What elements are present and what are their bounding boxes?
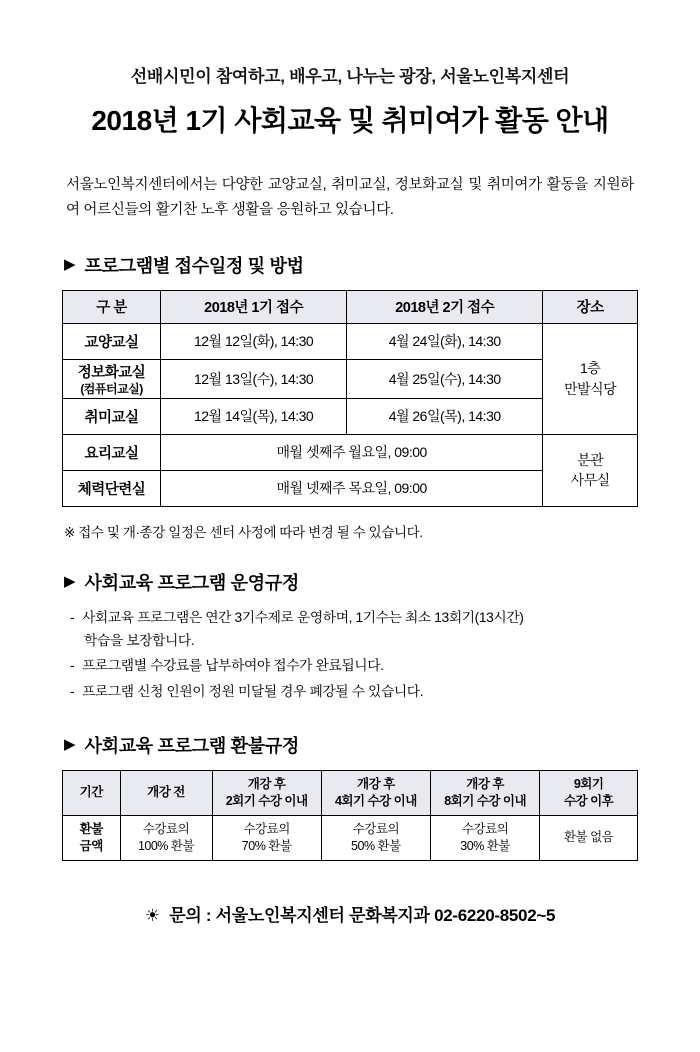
contact-line: [62, 901, 638, 926]
rule-text: 프로그램 신청 인원이 정원 미달될 경우 폐강될 수 있습니다.: [82, 684, 424, 699]
section-heading-refund-label: 사회교육 프로그램 환불규정: [84, 735, 300, 756]
col-header-within-4-l1: 개강 후: [357, 776, 395, 791]
row-label-main: 정보화교실: [77, 364, 146, 381]
place-line2: 사무실: [570, 472, 610, 489]
refund-table: [62, 770, 638, 861]
table-row: [63, 434, 638, 470]
rule-text: 프로그램별 수강료를 납부하여야 접수가 완료됩니다.: [82, 658, 384, 674]
schedule-note: ※ 접수 및 개·종강 일정은 센터 사정에 따라 변경 될 수 있습니다.: [64, 524, 423, 540]
col-header-within-8-l2: 8회기 수강 이내: [444, 793, 527, 808]
col-header-within-2-l2: 2회기 수강 이내: [225, 793, 308, 808]
refund-cell-after-9: [540, 815, 638, 860]
table-header-row: [63, 770, 638, 815]
col-header-term1: 2018년 1기 접수: [161, 290, 347, 323]
section-heading-rules: [62, 569, 638, 595]
table-row: [63, 323, 638, 359]
contact-text: 문의 : 서울노인복지센터 문화복지과 02-6220-8502~5: [169, 905, 556, 925]
place-line1: 1층: [579, 360, 601, 377]
table-header-row: [63, 290, 638, 323]
refund-cell-l2: 70% 환불: [241, 838, 292, 853]
sun-icon: ☀: [144, 905, 160, 925]
col-header-after-9: [540, 770, 638, 815]
triangle-bullet-icon: ▶: [64, 736, 76, 754]
row-term1: 12월 12일(화), 14:30: [161, 323, 347, 359]
list-item: [68, 655, 638, 678]
schedule-table: [62, 290, 638, 507]
col-header-period: [63, 770, 121, 815]
col-header-period-l1: 기간: [79, 785, 103, 800]
row-label: 교양교실: [63, 323, 161, 359]
refund-cell-within-2: [212, 815, 321, 860]
col-header-within-8: [431, 770, 540, 815]
col-header-before-open: [120, 770, 212, 815]
refund-cell-within-4: [321, 815, 430, 860]
col-header-within-4-l2: 4회기 수강 이내: [334, 793, 417, 808]
document-page: [0, 62, 700, 1052]
row-term1: 12월 14일(목), 14:30: [161, 398, 347, 434]
col-header-before-open-l1: 개강 전: [147, 785, 185, 800]
refund-cell-l2: 30% 환불: [460, 838, 510, 853]
place-line2: 만발식당: [564, 380, 617, 397]
rules-list: [62, 607, 638, 704]
triangle-bullet-icon: ▶: [64, 256, 76, 274]
list-item: [68, 681, 638, 704]
rule-text: 사회교육 프로그램은 연간 3기수제로 운영하며, 1기수는 최소 13회기(13시간): [82, 609, 524, 625]
page-title: 2018년 1기 사회교육 및 취미여가 활동 안내: [91, 105, 609, 136]
row-term2: 4월 26일(목), 14:30: [347, 398, 543, 434]
row-label: [63, 359, 161, 398]
row-header-refund-amount: [63, 815, 121, 860]
table-row: [63, 815, 638, 860]
refund-cell-l1: 수강료의: [243, 821, 290, 836]
row-label: 체력단련실: [63, 470, 161, 506]
row-term1: 12월 13일(수), 14:30: [161, 359, 347, 398]
row-schedule-merged: 매월 넷째주 목요일, 09:00: [161, 470, 543, 506]
triangle-bullet-icon: ▶: [64, 573, 76, 591]
row-label-sub: (컴퓨터교실): [80, 381, 143, 396]
col-header-after-9-l1: 9회기: [573, 776, 604, 791]
refund-cell-l2: 50% 환불: [351, 838, 401, 853]
row-label: 취미교실: [63, 398, 161, 434]
col-header-division: 구 분: [63, 290, 161, 323]
place-cell-bottom: [543, 434, 638, 506]
row-label: 요리교실: [63, 434, 161, 470]
refund-cell-l1: 수강료의: [352, 821, 400, 836]
refund-cell-l1: 환불 없음: [563, 830, 614, 845]
row-header-l1: 환불: [79, 821, 103, 836]
row-header-l2: 금액: [79, 838, 103, 853]
section-heading-refund: [62, 732, 638, 758]
refund-cell-l1: 수강료의: [461, 821, 509, 836]
list-item: [68, 607, 638, 653]
section-heading-schedule-label: 프로그램별 접수일정 및 방법: [84, 255, 304, 276]
refund-cell-l1: 수강료의: [142, 821, 190, 836]
row-schedule-merged: 매월 셋째주 월요일, 09:00: [161, 434, 543, 470]
row-term2: 4월 25일(수), 14:30: [347, 359, 543, 398]
col-header-place: 장소: [543, 290, 638, 323]
document-subtitle: 선배시민이 참여하고, 배우고, 나누는 광장, 서울노인복지센터: [130, 67, 570, 86]
intro-paragraph: 서울노인복지센터에서는 다양한 교양교실, 취미교실, 정보화교실 및 취미여가 활동을 지원하여 어르신들의 활기찬 노후 생활을 응원하고 있습니다.: [66, 177, 634, 219]
col-header-within-4: [321, 770, 430, 815]
row-term2: 4월 24일(화), 14:30: [347, 323, 543, 359]
refund-cell-l2: 100% 환불: [137, 838, 195, 853]
place-cell-top: [543, 323, 638, 434]
section-heading-schedule: [62, 252, 638, 278]
section-heading-rules-label: 사회교육 프로그램 운영규정: [84, 572, 300, 593]
place-line1: 분관: [577, 451, 604, 468]
refund-cell-within-8: [431, 815, 540, 860]
refund-cell-before-open: [120, 815, 212, 860]
col-header-after-9-l2: 수강 이후: [563, 793, 614, 808]
col-header-term2: 2018년 2기 접수: [347, 290, 543, 323]
col-header-within-2-l1: 개강 후: [247, 776, 286, 791]
col-header-within-8-l1: 개강 후: [466, 776, 504, 791]
col-header-within-2: [212, 770, 321, 815]
rule-text-continued: 학습을 보장합니다.: [84, 632, 195, 648]
